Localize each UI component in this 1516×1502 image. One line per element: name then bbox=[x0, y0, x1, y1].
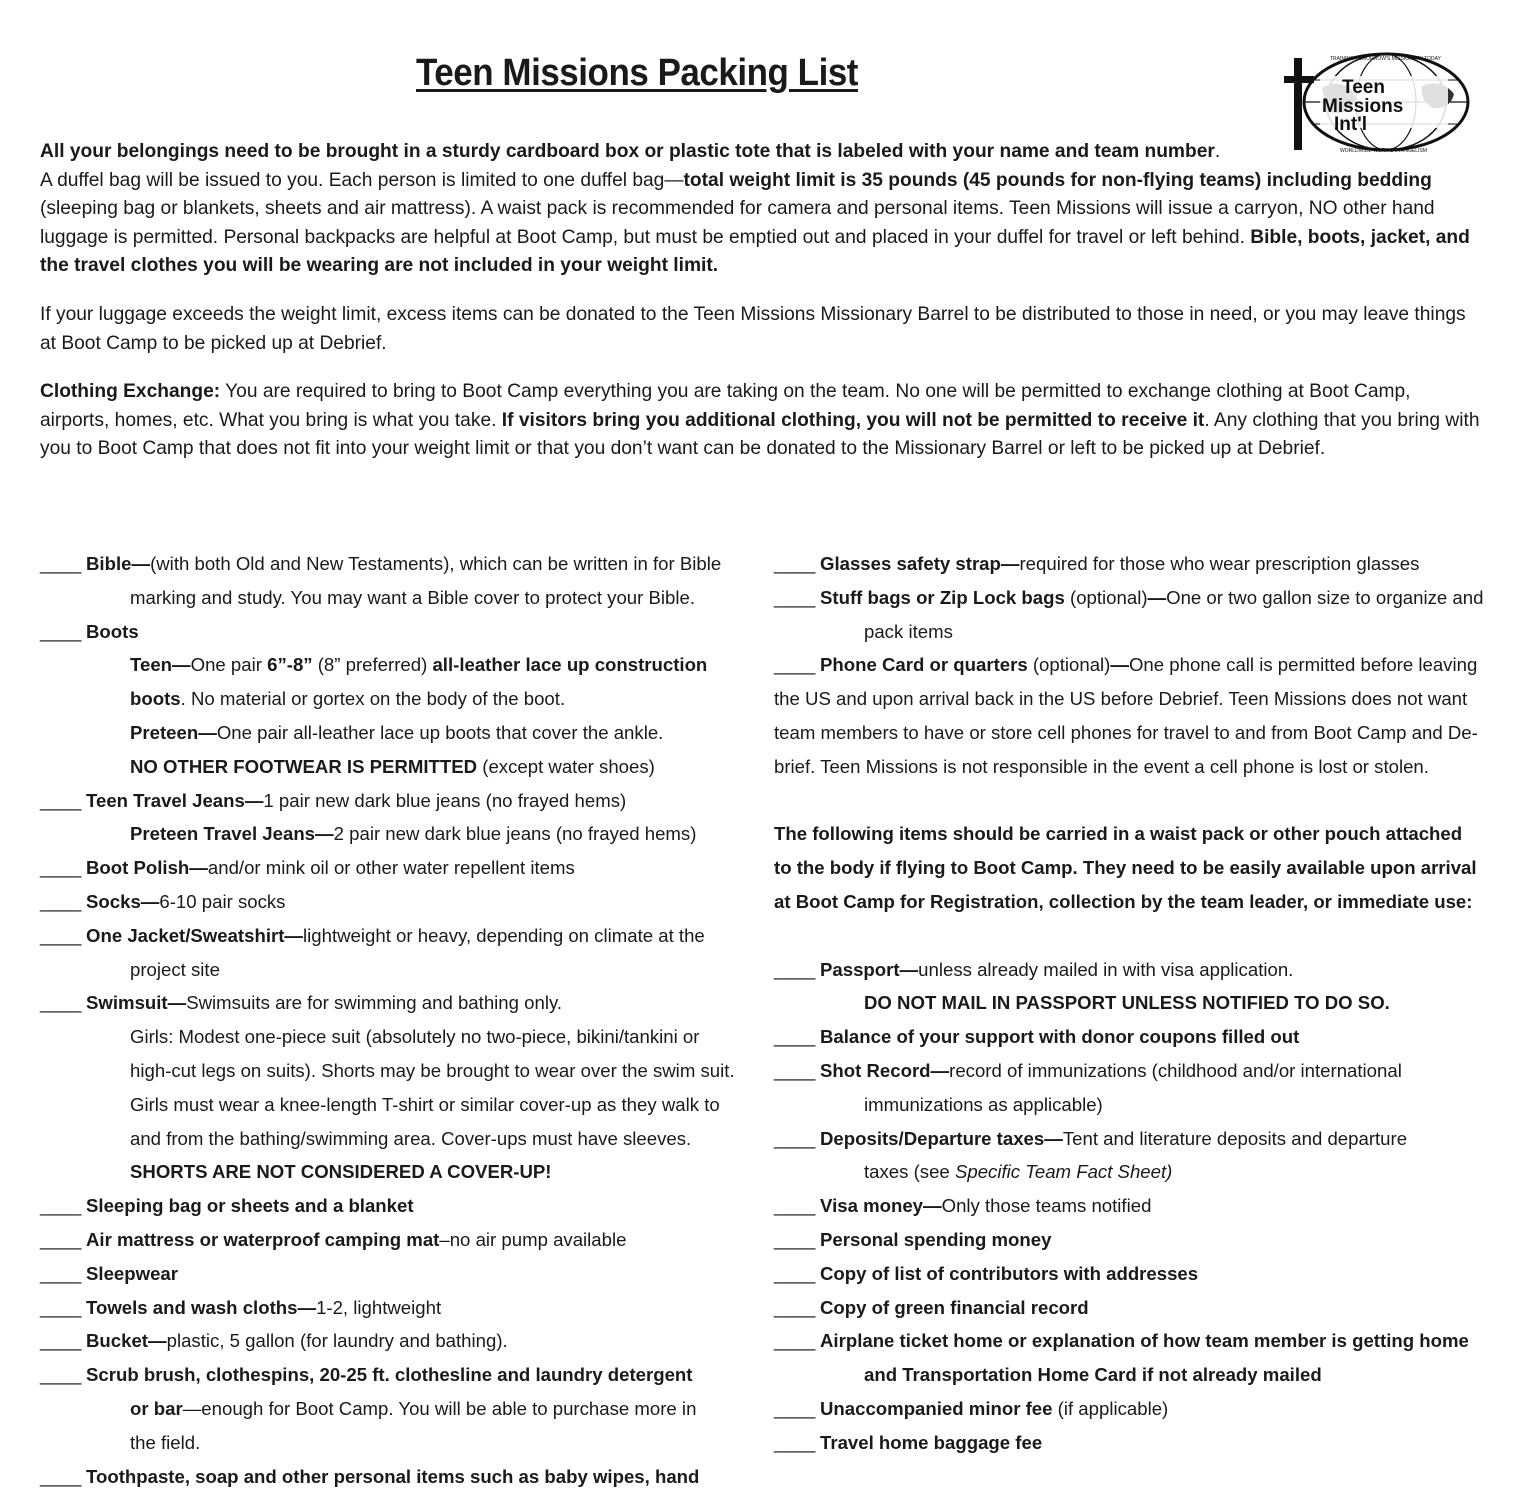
checkbox-blank: ____ bbox=[40, 857, 82, 879]
list-item-visa-money: ____ Visa money—Only those teams notified bbox=[774, 1189, 1484, 1223]
swimsuit-detail-2: high-cut legs on suits). Shorts may be brought to wear over the swim suit. bbox=[130, 1059, 735, 1081]
phone-card-detail-3: brief. Teen Missions is not responsible in the event a cell phone is lost or stolen. bbox=[774, 755, 1429, 777]
list-item-spending-money: ____ Personal spending money bbox=[774, 1223, 1484, 1257]
airplane-ticket-detail: and Transportation Home Card if not already mailed bbox=[864, 1364, 1322, 1386]
list-item-sleepwear: ____ Sleepwear bbox=[40, 1257, 740, 1291]
checkbox-blank: ____ bbox=[40, 1195, 82, 1217]
list-item-financial-record: ____ Copy of green financial record bbox=[774, 1291, 1484, 1325]
logo-text-teen: Teen bbox=[1342, 77, 1385, 98]
phone-card-detail-1: the US and upon arrival back in the US before Debrief. Teen Missions does not want bbox=[774, 688, 1468, 710]
checkbox-blank: ____ bbox=[40, 1465, 82, 1487]
checkbox-blank: ____ bbox=[40, 992, 82, 1014]
list-item-bucket: ____ Bucket—plastic, 5 gallon (for laundry and bathing). bbox=[40, 1324, 740, 1358]
checkbox-blank: ____ bbox=[40, 890, 82, 912]
list-item-baggage-fee: ____ Travel home baggage fee bbox=[774, 1426, 1484, 1460]
checkbox-blank: ____ bbox=[774, 1397, 816, 1419]
checkbox-blank: ____ bbox=[774, 958, 816, 980]
list-item-toothpaste: ____ Toothpaste, soap and other personal items such as baby wipes, hand bbox=[40, 1460, 740, 1494]
passport-warning: DO NOT MAIL IN PASSPORT UNLESS NOTIFIED TO DO SO. bbox=[864, 992, 1390, 1014]
logo-arc-bottom: WORLDWIDE WORK & EVANGELISM bbox=[1340, 148, 1427, 154]
list-item-minor-fee: ____ Unaccompanied minor fee (if applicable) bbox=[774, 1392, 1484, 1426]
cross-icon bbox=[1294, 58, 1302, 150]
boots-teen: Teen—One pair 6”-8” (8” preferred) all-leather lace up construction bbox=[130, 654, 708, 676]
checkbox-blank: ____ bbox=[774, 1431, 816, 1453]
checkbox-blank: ____ bbox=[774, 654, 816, 676]
list-item-jacket: ____ One Jacket/Sweatshirt—lightweight or heavy, depending on climate at the bbox=[40, 919, 740, 953]
jacket-detail: project site bbox=[130, 958, 220, 980]
list-item-swimsuit: ____ Swimsuit—Swimsuits are for swimming and bathing only. bbox=[40, 986, 740, 1020]
checkbox-blank: ____ bbox=[774, 1059, 816, 1081]
checkbox-blank: ____ bbox=[774, 586, 816, 608]
checkbox-blank: ____ bbox=[774, 1330, 816, 1352]
waist-pack-instructions-3: at Boot Camp for Registration, collection by the team leader, or immediate use: bbox=[774, 890, 1473, 912]
checkbox-blank: ____ bbox=[774, 1195, 816, 1217]
logo-arc-top: TRAINING TOMORROW'S MISSIONARY TODAY bbox=[1330, 56, 1441, 62]
shot-record-detail: immunizations as applicable) bbox=[864, 1093, 1103, 1115]
checkbox-blank: ____ bbox=[774, 1262, 816, 1284]
list-item-stuff-bags: ____ Stuff bags or Zip Lock bags (optional)—One or two gallon size to organize and bbox=[774, 581, 1484, 615]
checkbox-blank: ____ bbox=[40, 553, 82, 574]
checkbox-blank: ____ bbox=[40, 1296, 82, 1318]
list-item-balance-support: ____ Balance of your support with donor coupons filled out bbox=[774, 1020, 1484, 1054]
intro-paragraph-weight: All your belongings need to be brought in a sturdy cardboard box or plastic tote that is labeled with your name and team number. A duffel bag will be issued to you. Each person is limited to one duffel bag—total weight limit is 35 pounds (45 pounds for non-flying teams) including bedding (sleeping bag or blankets, sheets and air mattress). A waist pack is recommended for camera and personal items. Teen Missions will issue a carryon, NO other hand luggage is permitted. Personal backpacks are helpful at Boot Camp, but must be emptied out and placed in your duffel for travel or left behind. Bible, boots, jacket, and the travel clothes you will be wearing are not included in your weight limit. bbox=[40, 141, 1470, 277]
waist-pack-instructions-2: to the body if flying to Boot Camp. They need to be easily available upon arrival bbox=[774, 857, 1477, 879]
packing-list-left-column bbox=[40, 547, 740, 1493]
packing-list-right-column bbox=[774, 547, 1484, 1460]
list-item-phone-card: ____ Phone Card or quarters (optional)—One phone call is permitted before leaving bbox=[774, 648, 1484, 682]
logo-text-missions: Missions bbox=[1322, 96, 1404, 117]
list-item-air-mattress: ____ Air mattress or waterproof camping mat–no air pump available bbox=[40, 1223, 740, 1257]
stuff-bags-detail: pack items bbox=[864, 620, 953, 642]
checkbox-blank: ____ bbox=[774, 553, 816, 574]
list-item-towels: ____ Towels and wash cloths—1-2, lightweight bbox=[40, 1291, 740, 1325]
intro-paragraph-excess: If your luggage exceeds the weight limit, excess items can be donated to the Teen Missions Missionary Barrel to be distributed to those in need, or you may leave things at Boot Camp to be picked up at Debrief. bbox=[40, 303, 1466, 354]
intro-section bbox=[40, 138, 1480, 484]
swimsuit-detail-1: Girls: Modest one-piece suit (absolutely no two-piece, bikini/tankini or bbox=[130, 1026, 700, 1048]
checkbox-blank: ____ bbox=[774, 1296, 816, 1318]
intro-paragraph-clothing-exchange: Clothing Exchange: You are required to bring to Boot Camp everything you are taking on the team. No one will be permitted to exchange clothing at Boot Camp, airports, homes, etc. What you bring is what you take. If visitors bring you additional clothing, you will not be permitted to receive it. Any clothing that you bring with you to Boot Camp that does not fit into your weight limit or that you don’t want can be donated to the Missionary Barrel or left to be picked up at Debrief. bbox=[40, 381, 1480, 460]
logo-text-intl: Int'l bbox=[1334, 114, 1368, 135]
list-item-deposits: ____ Deposits/Departure taxes—Tent and literature deposits and departure bbox=[774, 1122, 1484, 1156]
list-item-sleeping-bag: ____ Sleeping bag or sheets and a blanket bbox=[40, 1189, 740, 1223]
checkbox-blank: ____ bbox=[774, 1228, 816, 1250]
list-item-bible: ____ Bible—(with both Old and New Testaments), which can be written in for Bible bbox=[40, 547, 740, 581]
list-item-teen-jeans: ____ Teen Travel Jeans—1 pair new dark blue jeans (no frayed hems) bbox=[40, 784, 740, 818]
scrub-brush-detail: or bar—enough for Boot Camp. You will be able to purchase more in bbox=[130, 1397, 697, 1419]
checkbox-blank: ____ bbox=[40, 924, 82, 946]
boots-no-other-footwear: NO OTHER FOOTWEAR IS PERMITTED (except water shoes) bbox=[130, 755, 655, 777]
list-item-airplane-ticket: ____ Airplane ticket home or explanation of how team member is getting home bbox=[774, 1324, 1484, 1358]
checkbox-blank: ____ bbox=[40, 1364, 82, 1386]
swimsuit-detail-4: and from the bathing/swimming area. Cover-ups must have sleeves. bbox=[130, 1127, 692, 1149]
deposits-detail: taxes (see Specific Team Fact Sheet) bbox=[864, 1161, 1173, 1183]
list-item-passport: ____ Passport—unless already mailed in with visa application. bbox=[774, 953, 1484, 987]
waist-pack-instructions-1: The following items should be carried in a waist pack or other pouch attached bbox=[774, 823, 1463, 845]
checkbox-blank: ____ bbox=[40, 1330, 82, 1352]
phone-card-detail-2: team members to have or store cell phones for travel to and from Boot Camp and De- bbox=[774, 721, 1478, 743]
list-item-boot-polish: ____ Boot Polish—and/or mink oil or other water repellent items bbox=[40, 851, 740, 885]
checkbox-blank: ____ bbox=[40, 1262, 82, 1284]
scrub-brush-detail-2: the field. bbox=[130, 1431, 201, 1453]
page-title: Teen Missions Packing List bbox=[416, 52, 859, 94]
checkbox-blank: ____ bbox=[40, 789, 82, 811]
checkbox-blank: ____ bbox=[40, 1228, 82, 1250]
list-item-bible-detail: marking and study. You may want a Bible cover to protect your Bible. bbox=[130, 586, 696, 608]
checkbox-blank: ____ bbox=[40, 620, 82, 642]
swimsuit-warning: SHORTS ARE NOT CONSIDERED A COVER-UP! bbox=[130, 1161, 552, 1183]
list-item-shot-record: ____ Shot Record—record of immunizations (childhood and/or international bbox=[774, 1054, 1484, 1088]
boots-preteen: Preteen—One pair all-leather lace up boots that cover the ankle. bbox=[130, 721, 664, 743]
swimsuit-detail-3: Girls must wear a knee-length T-shirt or similar cover-up as they walk to bbox=[130, 1093, 720, 1115]
list-item-scrub-brush: ____ Scrub brush, clothespins, 20-25 ft. clothesline and laundry detergent bbox=[40, 1358, 740, 1392]
list-item-glasses-strap: ____ Glasses safety strap—required for those who wear prescription glasses bbox=[774, 547, 1484, 581]
preteen-jeans: Preteen Travel Jeans—2 pair new dark blue jeans (no frayed hems) bbox=[130, 823, 697, 845]
list-item-contributors: ____ Copy of list of contributors with addresses bbox=[774, 1257, 1484, 1291]
list-item-boots: ____ Boots bbox=[40, 615, 740, 649]
list-item-socks: ____ Socks—6-10 pair socks bbox=[40, 885, 740, 919]
checkbox-blank: ____ bbox=[774, 1127, 816, 1149]
boots-teen-detail: boots. No material or gortex on the body of the boot. bbox=[130, 688, 566, 710]
checkbox-blank: ____ bbox=[774, 1026, 816, 1048]
